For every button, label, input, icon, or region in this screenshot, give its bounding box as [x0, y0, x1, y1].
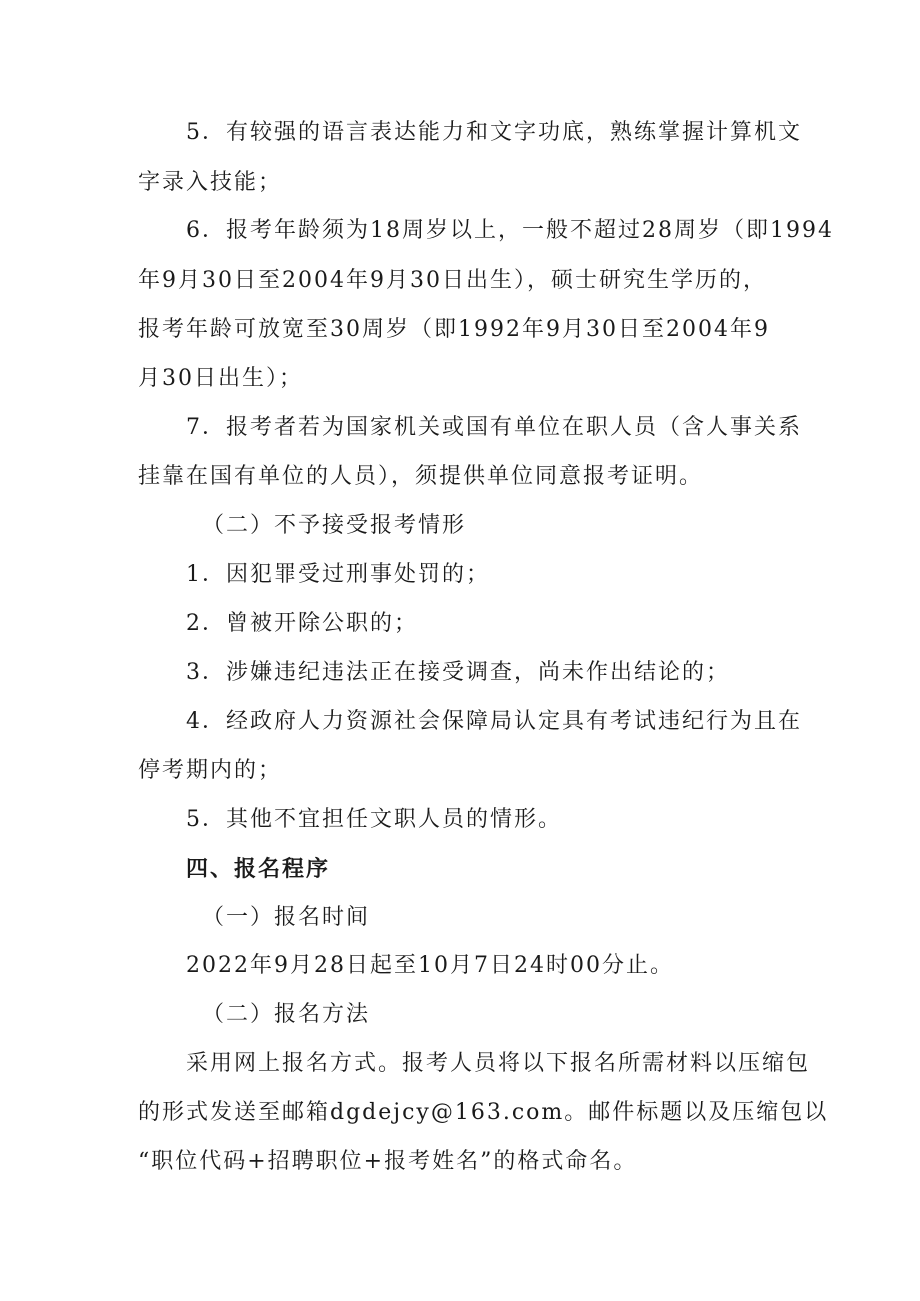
registration-method-line-3: “职位代码+招聘职位+报考姓名”的格式命名。 — [138, 1149, 638, 1174]
qualification-6-line-2: 年9月30日至2004年9月30日出生），硕士研究生学历的， — [138, 268, 767, 293]
qualification-7-line-1: 7．报考者若为国家机关或国有单位在职人员（含人事关系 — [186, 415, 802, 440]
qualification-6-line-1: 6．报考年龄须为18周岁以上，一般不超过28周岁（即1994 — [186, 218, 834, 243]
subsection-heading-exclusions: （二）不予接受报考情形 — [202, 513, 467, 538]
exclusion-5: 5．其他不宜担任文职人员的情形。 — [186, 807, 562, 832]
subsection-heading-time: （一）报名时间 — [202, 905, 371, 930]
qualification-6-line-3: 报考年龄可放宽至30周岁（即1992年9月30日至2004年9 — [138, 317, 770, 342]
exclusion-1: 1．因犯罪受过刑事处罚的； — [186, 562, 490, 587]
exclusion-4-line-1: 4．经政府人力资源社会保障局认定具有考试违纪行为且在 — [186, 709, 802, 734]
exclusion-4-line-2: 停考期内的； — [138, 758, 283, 783]
section-heading-registration: 四、报名程序 — [186, 856, 331, 882]
registration-method-line-2: 的形式发送至邮箱dgdejcy@163.com。邮件标题以及压缩包以 — [138, 1100, 829, 1125]
exclusion-2: 2．曾被开除公职的； — [186, 611, 418, 636]
qualification-5-line-1: 5．有较强的语言表达能力和文字功底，熟练掌握计算机文 — [186, 120, 802, 145]
qualification-5-line-2: 字录入技能； — [138, 170, 283, 195]
exclusion-3: 3．涉嫌违纪违法正在接受调查，尚未作出结论的； — [186, 660, 730, 685]
subsection-heading-method: （二）报名方法 — [202, 1002, 371, 1027]
qualification-7-line-2: 挂靠在国有单位的人员），须提供单位同意报考证明。 — [138, 464, 704, 489]
registration-method-line-1: 采用网上报名方式。报考人员将以下报名所需材料以压缩包 — [186, 1051, 811, 1076]
registration-time-text: 2022年9月28日起至10月7日24时00分止。 — [186, 953, 674, 978]
qualification-6-line-4: 月30日出生）； — [138, 366, 303, 391]
